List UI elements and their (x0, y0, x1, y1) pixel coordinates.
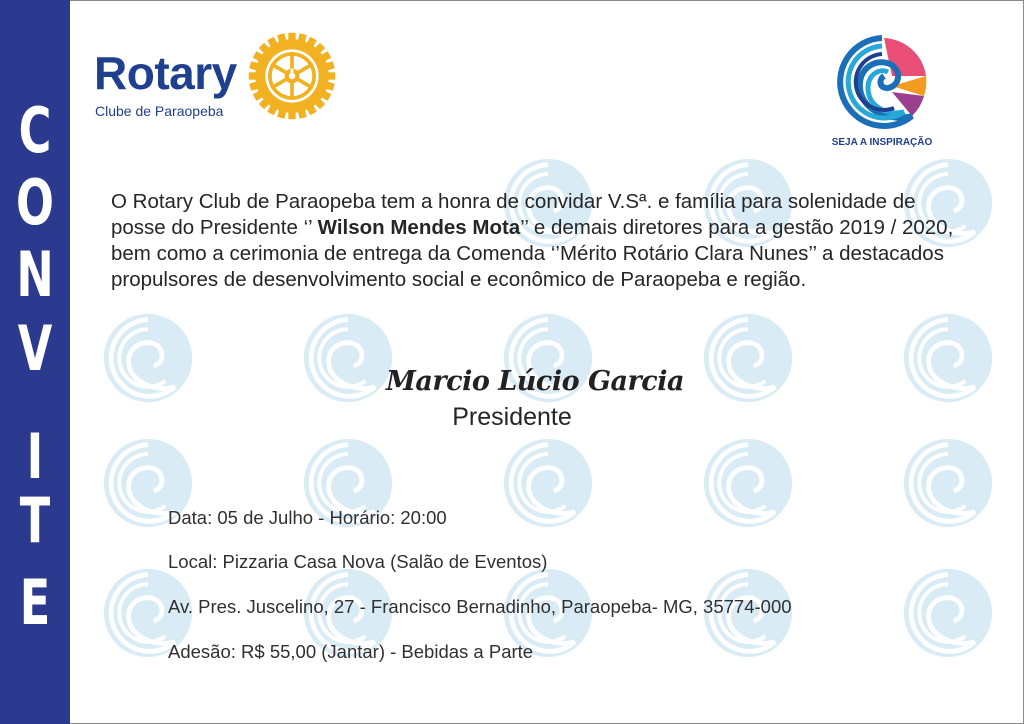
rotary-wheel-logo (246, 30, 338, 122)
event-address: Av. Pres. Juscelino, 27 - Francisco Bernadinho, Paraopeba- MG, 35774-000 (168, 596, 792, 617)
watermark-swirl (500, 435, 596, 531)
sidebar-letter: I (26, 420, 44, 493)
event-date-time: Data: 05 de Julho - Horário: 20:00 (168, 507, 447, 528)
intro-text-start: O Rotary Club de Paraopeba tem a honra de convidar V.Sª. e família para solenidade de posse do Presidente ‘’ (111, 190, 916, 239)
sidebar-letter: V (17, 312, 53, 385)
signatory-name: Marcio Lúcio Garcia (386, 366, 684, 397)
club-name: Clube de Paraopeba (95, 103, 224, 119)
sidebar-letter: N (16, 238, 54, 311)
president-elect-name: Wilson Mendes Mota (317, 216, 521, 239)
sidebar-letter: E (19, 566, 51, 639)
theme-slogan: SEJA A INSPIRAÇÃO (831, 137, 933, 148)
watermark-swirl (900, 435, 996, 531)
invitation-text (111, 189, 961, 293)
rotary-wordmark: Rotary (94, 47, 237, 99)
convite-sidebar (0, 0, 70, 724)
intro-text-end: ’’ e demais diretores para a gestão 2019 / 2020, bem como a cerimonia de entrega da Comenda ‘’Mérito Rotário Clara Nunes’’ a destacados propulsores de desenvolvimento social e econômico de Paraopeba e região. (111, 216, 954, 291)
signatory-title: Presidente (452, 403, 572, 431)
seja-a-inspiracao-logo (832, 32, 932, 132)
watermark-swirl (700, 435, 796, 531)
watermark-swirl (900, 565, 996, 661)
watermark-swirl (100, 310, 196, 406)
sidebar-letter: C (18, 94, 52, 167)
event-location: Local: Pizzaria Casa Nova (Salão de Eventos) (168, 551, 548, 572)
sidebar-letter: O (16, 166, 54, 239)
event-fee: Adesão: R$ 55,00 (Jantar) - Bebidas a Parte (168, 641, 534, 662)
watermark-swirl (900, 310, 996, 406)
watermark-swirl (700, 310, 796, 406)
sidebar-letter: T (19, 484, 51, 557)
